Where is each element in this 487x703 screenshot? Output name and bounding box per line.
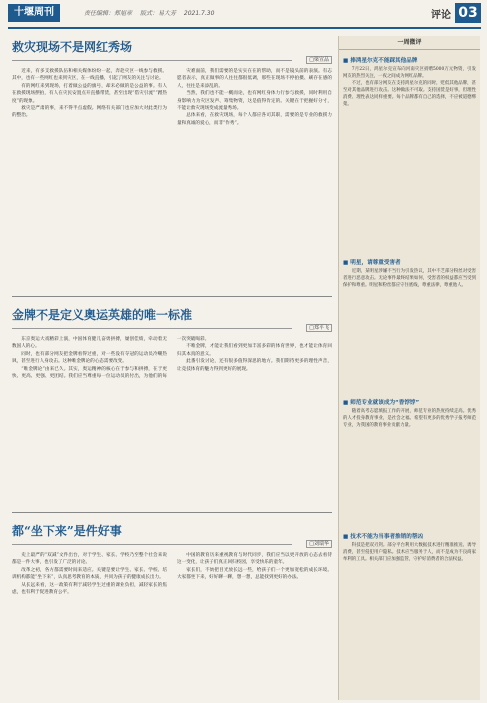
sidebar-heading: 一周微评 [339, 36, 480, 50]
article-2 [12, 306, 332, 506]
paragraph: 从长远来看，这一政策有利于减轻学生过重的课业负担，减轻家长的焦虑，也有利于促进教育公平。 [12, 582, 167, 596]
paragraph: 总体来看，在救灾现场，每个人都应各司其职，需要的是专业的救援力量和真诚的爱心，而非“作秀”。 [177, 113, 332, 126]
paragraph: 科技是把双刃剑。部分平台利用大数据技术进行精准推送、诱导消费，甚至侵犯用户隐私。技术应当服务于人，而不是成为不良商家牟利的工具。相关部门应加强监管，守护好消费者的合法权益。 [343, 543, 476, 562]
article-body [12, 552, 332, 596]
page-number: 03 [455, 3, 481, 23]
editor-credit: 责任编辑：郑旭章 [84, 10, 133, 17]
issue-date: 2021.7.30 [183, 10, 215, 17]
sidebar-item-title: ■ 师范专业就该成为“香饽饽” [343, 398, 476, 408]
paragraph: 近期，某明星涉嫌不当行为引发热议，其中不乏部分粉丝对受害者进行恶意攻击。无论事件最终结果如何，受害者的权益都应当受到保护和尊重。明星和粉丝都应守住底线，尊重法律，尊重他人。 [343, 269, 476, 288]
masthead-rule [8, 27, 481, 29]
paragraph: 家长们，不妨把目光放长远一些，给孩子们一个更加宽松的成长环境。大家都坐下来，好好聊一聊，想一想，总能找到更好的办法。 [177, 567, 332, 581]
designer-credit: 版式：易大芳 [139, 10, 176, 17]
article-title: 救灾现场不是网红秀场 [12, 40, 133, 54]
sidebar-item-body [343, 268, 476, 289]
paragraph: 改革之初，各方都需要时间来适应。关键是要让学生、家长、学校、培训机构都能“坐下来”，认真思考教育的本质，共同为孩子的健康成长出力。 [12, 567, 167, 581]
paragraph: 灾难面前，我们需要的是实实在在的帮助，而不是镜头前的表演。有志愿者表示，真正做事的人往往都很低调，那些在现场不停拍摄、刷存在感的人，往往是来添乱的。 [177, 69, 332, 89]
section-name: 评论 [431, 10, 451, 21]
paragraph: 不过，也有部分网友在支持鸿星尔克的同时，贬低其他品牌，甚至对其他品牌进行攻击。这种做法不可取。支持国货是好事，但理性消费、理性表达同样重要。每个品牌都有自己的选择，不应被道德绑架。 [343, 81, 476, 107]
sidebar-weekly-comments [338, 36, 480, 700]
section-divider [12, 512, 332, 513]
sidebar-item [343, 56, 476, 108]
paragraph: 此番引发讨论，还有很多值得深思的地方。我们期待更多的理性声音，让竞技体育的魅力得到更好的展现。 [177, 359, 332, 372]
paragraph: “唯金牌论”由来已久。其实，奥运精神的核心在于参与和拼搏，在于更快、更高、更强、更团结。我们应当尊重每一位运动员的付出，为他们的每一次突破喝彩。 [12, 337, 210, 380]
article-body [12, 336, 332, 380]
sidebar-item [343, 258, 476, 289]
title-rule [12, 544, 292, 545]
article-body [12, 68, 332, 127]
sidebar-item-body [343, 66, 476, 108]
sidebar-item-title: ■ 明星，请尊重受害者 [343, 258, 476, 268]
paragraph: 7月22日，鸿星尔克宣布向河南灾区捐赠5000万元物资，引发网友的热烈关注，一夜之间成为网红品牌。 [343, 67, 476, 79]
paragraph: 近来，有多支救援队伍和相关媒体纷纷一起，奔赴灾区一线参与救援。其中，也有一些网红也来到灾区，在一线直播，引起了网友的关注与讨论。 [12, 69, 167, 82]
article-byline: □梁宣品 [306, 56, 332, 64]
article-3 [12, 522, 332, 698]
paper-logo: 十堰周刊 [8, 4, 60, 22]
article-byline: □刘瑞华 [306, 540, 332, 548]
paragraph: 史上最严的“双减”文件出台，对于学生、家长、学校乃至整个社会来说都是一件大事，也引发了广泛的讨论。 [12, 553, 167, 566]
sidebar-item-body [343, 408, 476, 429]
sidebar-item [343, 532, 476, 563]
sidebar-item-body [343, 542, 476, 563]
main-column [12, 38, 332, 698]
paragraph: 东京奥运大戏精彩上演，中国体育健儿奋勇拼搏，屡创佳绩，牵动着无数国人的心。 [12, 337, 167, 350]
paragraph: 不唯金牌，才能让我们看到更加丰富多彩的体育世界，也才能让体育回归其本真的意义。 [177, 344, 332, 357]
paragraph: 救灾是严肃的事，来不得半点虚假。网络有关部门也应加大对此类行为的整治。 [12, 106, 167, 119]
paragraph: 随着高考志愿填报工作的开展，师范专业的热度持续走高。优秀的人才投身教育事业，是社会之福。希望有更多的优秀学子报考师范专业，为我国的教育事业贡献力量。 [343, 409, 476, 428]
article-byline: □郑平飞 [306, 324, 332, 332]
paragraph: 中国的教育历来重视教育与时代同步，我们应当以更开放的心态去看待这一变化，让孩子们真正回归校园，享受快乐的童年。 [177, 553, 332, 566]
article-1 [12, 38, 332, 288]
paragraph: 当然，我们也不能一概而论，也有网红身体力行参与救援，同时利用自身影响力为灾区发声、筹集物资，这是值得肯定的。关键在于把握好分寸，不能让救灾现场变成流量秀场。 [177, 91, 332, 112]
sidebar-item-title: ■ 技术不能为当事者推销的帮凶 [343, 532, 476, 542]
article-title: 金牌不是定义奥运英雄的唯一标准 [12, 308, 193, 322]
sidebar-item [343, 398, 476, 429]
masthead-meta [84, 8, 220, 17]
title-rule [12, 60, 292, 61]
section-divider [12, 296, 332, 297]
paragraph: 有的网红来到现场，打着做公益的旗号，却未必做的是公益的事。有人在救援现场摆拍，有人在灾民安置点开直播带货，甚至出现“借灾引流”“蹭热度”的现象。 [12, 83, 167, 104]
title-rule [12, 328, 292, 329]
masthead [0, 0, 487, 30]
sidebar-item-title: ■ 捧鸿星尔克不能踩其他品牌 [343, 56, 476, 66]
paragraph: 同时，也有部分网友把金牌看得过重，对一些没有夺冠的运动员冷嘲热讽，甚至进行人身攻击。这种唯金牌论的心态需要改变。 [12, 351, 167, 365]
article-title: 都“坐下来”是件好事 [12, 524, 122, 538]
